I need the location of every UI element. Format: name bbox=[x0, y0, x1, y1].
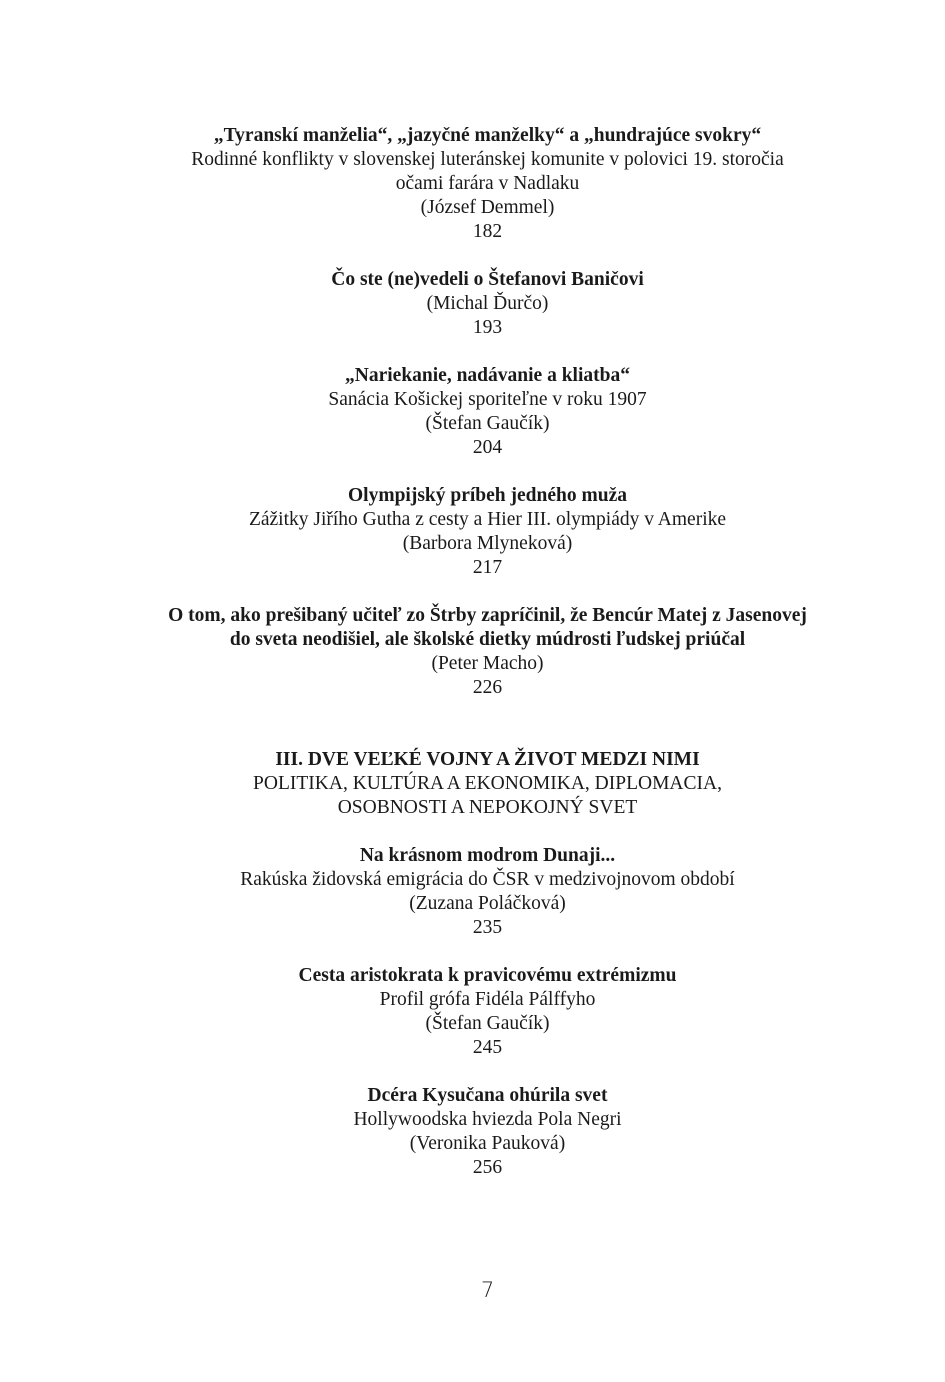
section-heading: III. DVE VEĽKÉ VOJNY A ŽIVOT MEDZI NIMI bbox=[275, 749, 700, 770]
entry-subtitle-line: Rodinné konflikty v slovenskej luteránskej komunite v polovici 19. storočia bbox=[191, 149, 784, 170]
entry-subtitle-line: očami farára v Nadlaku bbox=[395, 173, 580, 194]
entry-author: (Zuzana Poláčková) bbox=[409, 893, 566, 914]
entry-page-number: 245 bbox=[472, 1037, 503, 1058]
section-subheading-line: POLITIKA, KULTÚRA A EKONOMIKA, DIPLOMACIA, bbox=[253, 773, 722, 794]
entry-title-line: „Tyranskí manželia“, „jazyčné manželky“ a „hundrajúce svokry“ bbox=[213, 125, 762, 146]
table-of-contents bbox=[0, 124, 945, 1204]
entry-title-line: „Nariekanie, nadávanie a kliatba“ bbox=[345, 365, 630, 386]
entry-title-line: Na krásnom modrom Dunaji... bbox=[359, 845, 616, 866]
contents-entry bbox=[0, 964, 945, 1060]
entry-title-line: do sveta neodišiel, ale školské dietky múdrosti ľudskej priúčal bbox=[229, 629, 746, 650]
entry-title-line: Olympijský príbeh jedného muža bbox=[348, 485, 627, 506]
contents-entry bbox=[0, 124, 945, 244]
entry-page-number: 217 bbox=[472, 557, 503, 578]
entry-page-number: 226 bbox=[472, 677, 503, 698]
contents-entry bbox=[0, 364, 945, 460]
section-heading-block bbox=[0, 748, 945, 820]
entry-subtitle-line: Profil grófa Fidéla Pálffyho bbox=[379, 989, 596, 1010]
entry-title-line: Dcéra Kysučana ohúrila svet bbox=[367, 1085, 608, 1106]
contents-entries-part-3 bbox=[0, 844, 945, 1180]
entry-page-number: 182 bbox=[472, 221, 503, 242]
entry-author: (Veronika Pauková) bbox=[409, 1133, 566, 1154]
entry-author: (Barbora Mlyneková) bbox=[402, 533, 573, 554]
entry-author: (József Demmel) bbox=[420, 197, 555, 218]
entry-subtitle-line: Sanácia Košickej sporiteľne v roku 1907 bbox=[328, 389, 647, 410]
entry-page-number: 193 bbox=[472, 317, 503, 338]
entry-page-number: 204 bbox=[472, 437, 503, 458]
entry-author: (Peter Macho) bbox=[431, 653, 544, 674]
contents-entry bbox=[0, 844, 945, 940]
contents-entry bbox=[0, 484, 945, 580]
entry-page-number: 256 bbox=[472, 1157, 503, 1178]
entry-author: (Michal Ďurčo) bbox=[426, 293, 549, 314]
contents-entries-part-2 bbox=[0, 124, 945, 700]
entry-subtitle-line: Rakúska židovská emigrácia do ČSR v medzivojnovom období bbox=[240, 869, 735, 890]
entry-subtitle-line: Hollywoodska hviezda Pola Negri bbox=[353, 1109, 622, 1130]
entry-subtitle-line: Zážitky Jiřího Gutha z cesty a Hier III. olympiády v Amerike bbox=[248, 509, 727, 530]
page-number: 7 bbox=[480, 1278, 495, 1302]
entry-page-number: 235 bbox=[472, 917, 503, 938]
entry-author: (Štefan Gaučík) bbox=[425, 1013, 550, 1034]
section-subheading-line: OSOBNOSTI A NEPOKOJNÝ SVET bbox=[337, 797, 638, 818]
entry-author: (Štefan Gaučík) bbox=[425, 413, 550, 434]
contents-entry bbox=[0, 268, 945, 340]
contents-entry bbox=[0, 604, 945, 700]
entry-title-line: Cesta aristokrata k pravicovému extrémizmu bbox=[298, 965, 677, 986]
contents-entry bbox=[0, 1084, 945, 1180]
entry-title-line: Čo ste (ne)vedeli o Štefanovi Baničovi bbox=[331, 269, 644, 290]
entry-title-line: O tom, ako prešibaný učiteľ zo Štrby zapríčinil, že Bencúr Matej z Jasenovej bbox=[168, 605, 807, 626]
